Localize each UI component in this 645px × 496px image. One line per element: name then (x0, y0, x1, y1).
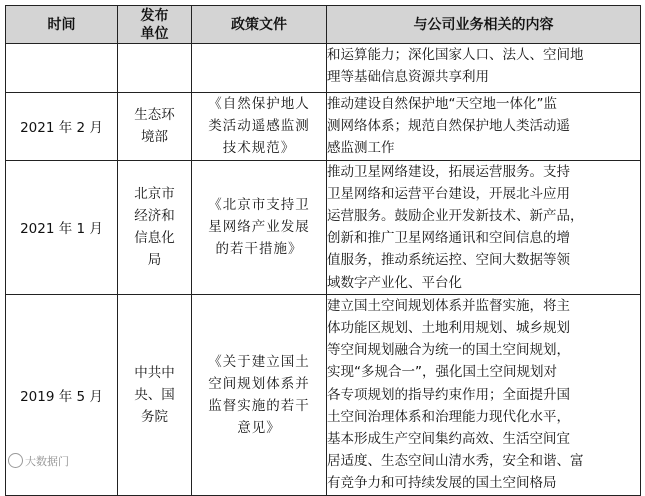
cell-date: 2021 年 2 月 (6, 93, 118, 161)
cell-issuer (118, 44, 192, 93)
cell-content: 和运算能力；深化国家人口、法人、空间地 理等基础信息资源共享利用 (327, 44, 641, 93)
header-related-content: 与公司业务相关的内容 (327, 6, 641, 44)
cell-issuer: 中共中 央、国 务院 (118, 294, 192, 495)
header-time: 时间 (6, 6, 118, 44)
cell-date: 2019 年 5 月 (6, 294, 118, 495)
cell-date (6, 44, 118, 93)
cell-date: 2021 年 1 月 (6, 160, 118, 294)
cell-content: 推动卫星网络建设，拓展运营服务。支持 卫星网络和运营平台建设，开展北斗应用 运营服务。鼓励企业开发新技术、新产品， 创新和推广卫星网络通讯和空间信息的增 值服务，推动系统运控、空间大数据等领 域数字产业化、平台化 (327, 160, 641, 294)
watermark-text: 大数据门 (25, 455, 69, 468)
cell-policy-doc (192, 44, 327, 93)
cell-content: 推动建设自然保护地“天空地一体化”监 测网络体系；规范自然保护地人类活动遥 感监测工作 (327, 93, 641, 161)
cell-issuer: 北京市 经济和 信息化 局 (118, 160, 192, 294)
cell-policy-doc: 《北京市支持卫 星网络产业发展 的若干措施》 (192, 160, 327, 294)
policy-table (5, 5, 641, 496)
cell-content: 建立国土空间规划体系并监督实施，将主 体功能区规划、土地利用规划、城乡规划 等空间规划融合为统一的国土空间规划， 实现“多规合一”，强化国土空间规划对 各专项规划的指导约束作用；全面提升国 土空间治理体系和治理能力现代化水平， 基本形成生产空间集约高效、生活空间宜 居适度、生态空间山清水秀，安全和谐、富 有竞争力和可持续发展的国土空间格局 (327, 294, 641, 495)
table-row (6, 44, 641, 93)
table-header-row (6, 6, 641, 44)
cell-policy-doc: 《自然保护地人 类活动遥感监测 技术规范》 (192, 93, 327, 161)
table-row (6, 93, 641, 161)
cell-policy-doc: 《关于建立国土 空间规划体系并 监督实施的若干 意见》 (192, 294, 327, 495)
weibo-logo-icon (8, 453, 23, 468)
watermark (8, 453, 69, 469)
table-row (6, 294, 641, 495)
header-policy-doc: 政策文件 (192, 6, 327, 44)
table-row (6, 160, 641, 294)
cell-issuer: 生态环 境部 (118, 93, 192, 161)
header-issuer: 发布 单位 (118, 6, 192, 44)
